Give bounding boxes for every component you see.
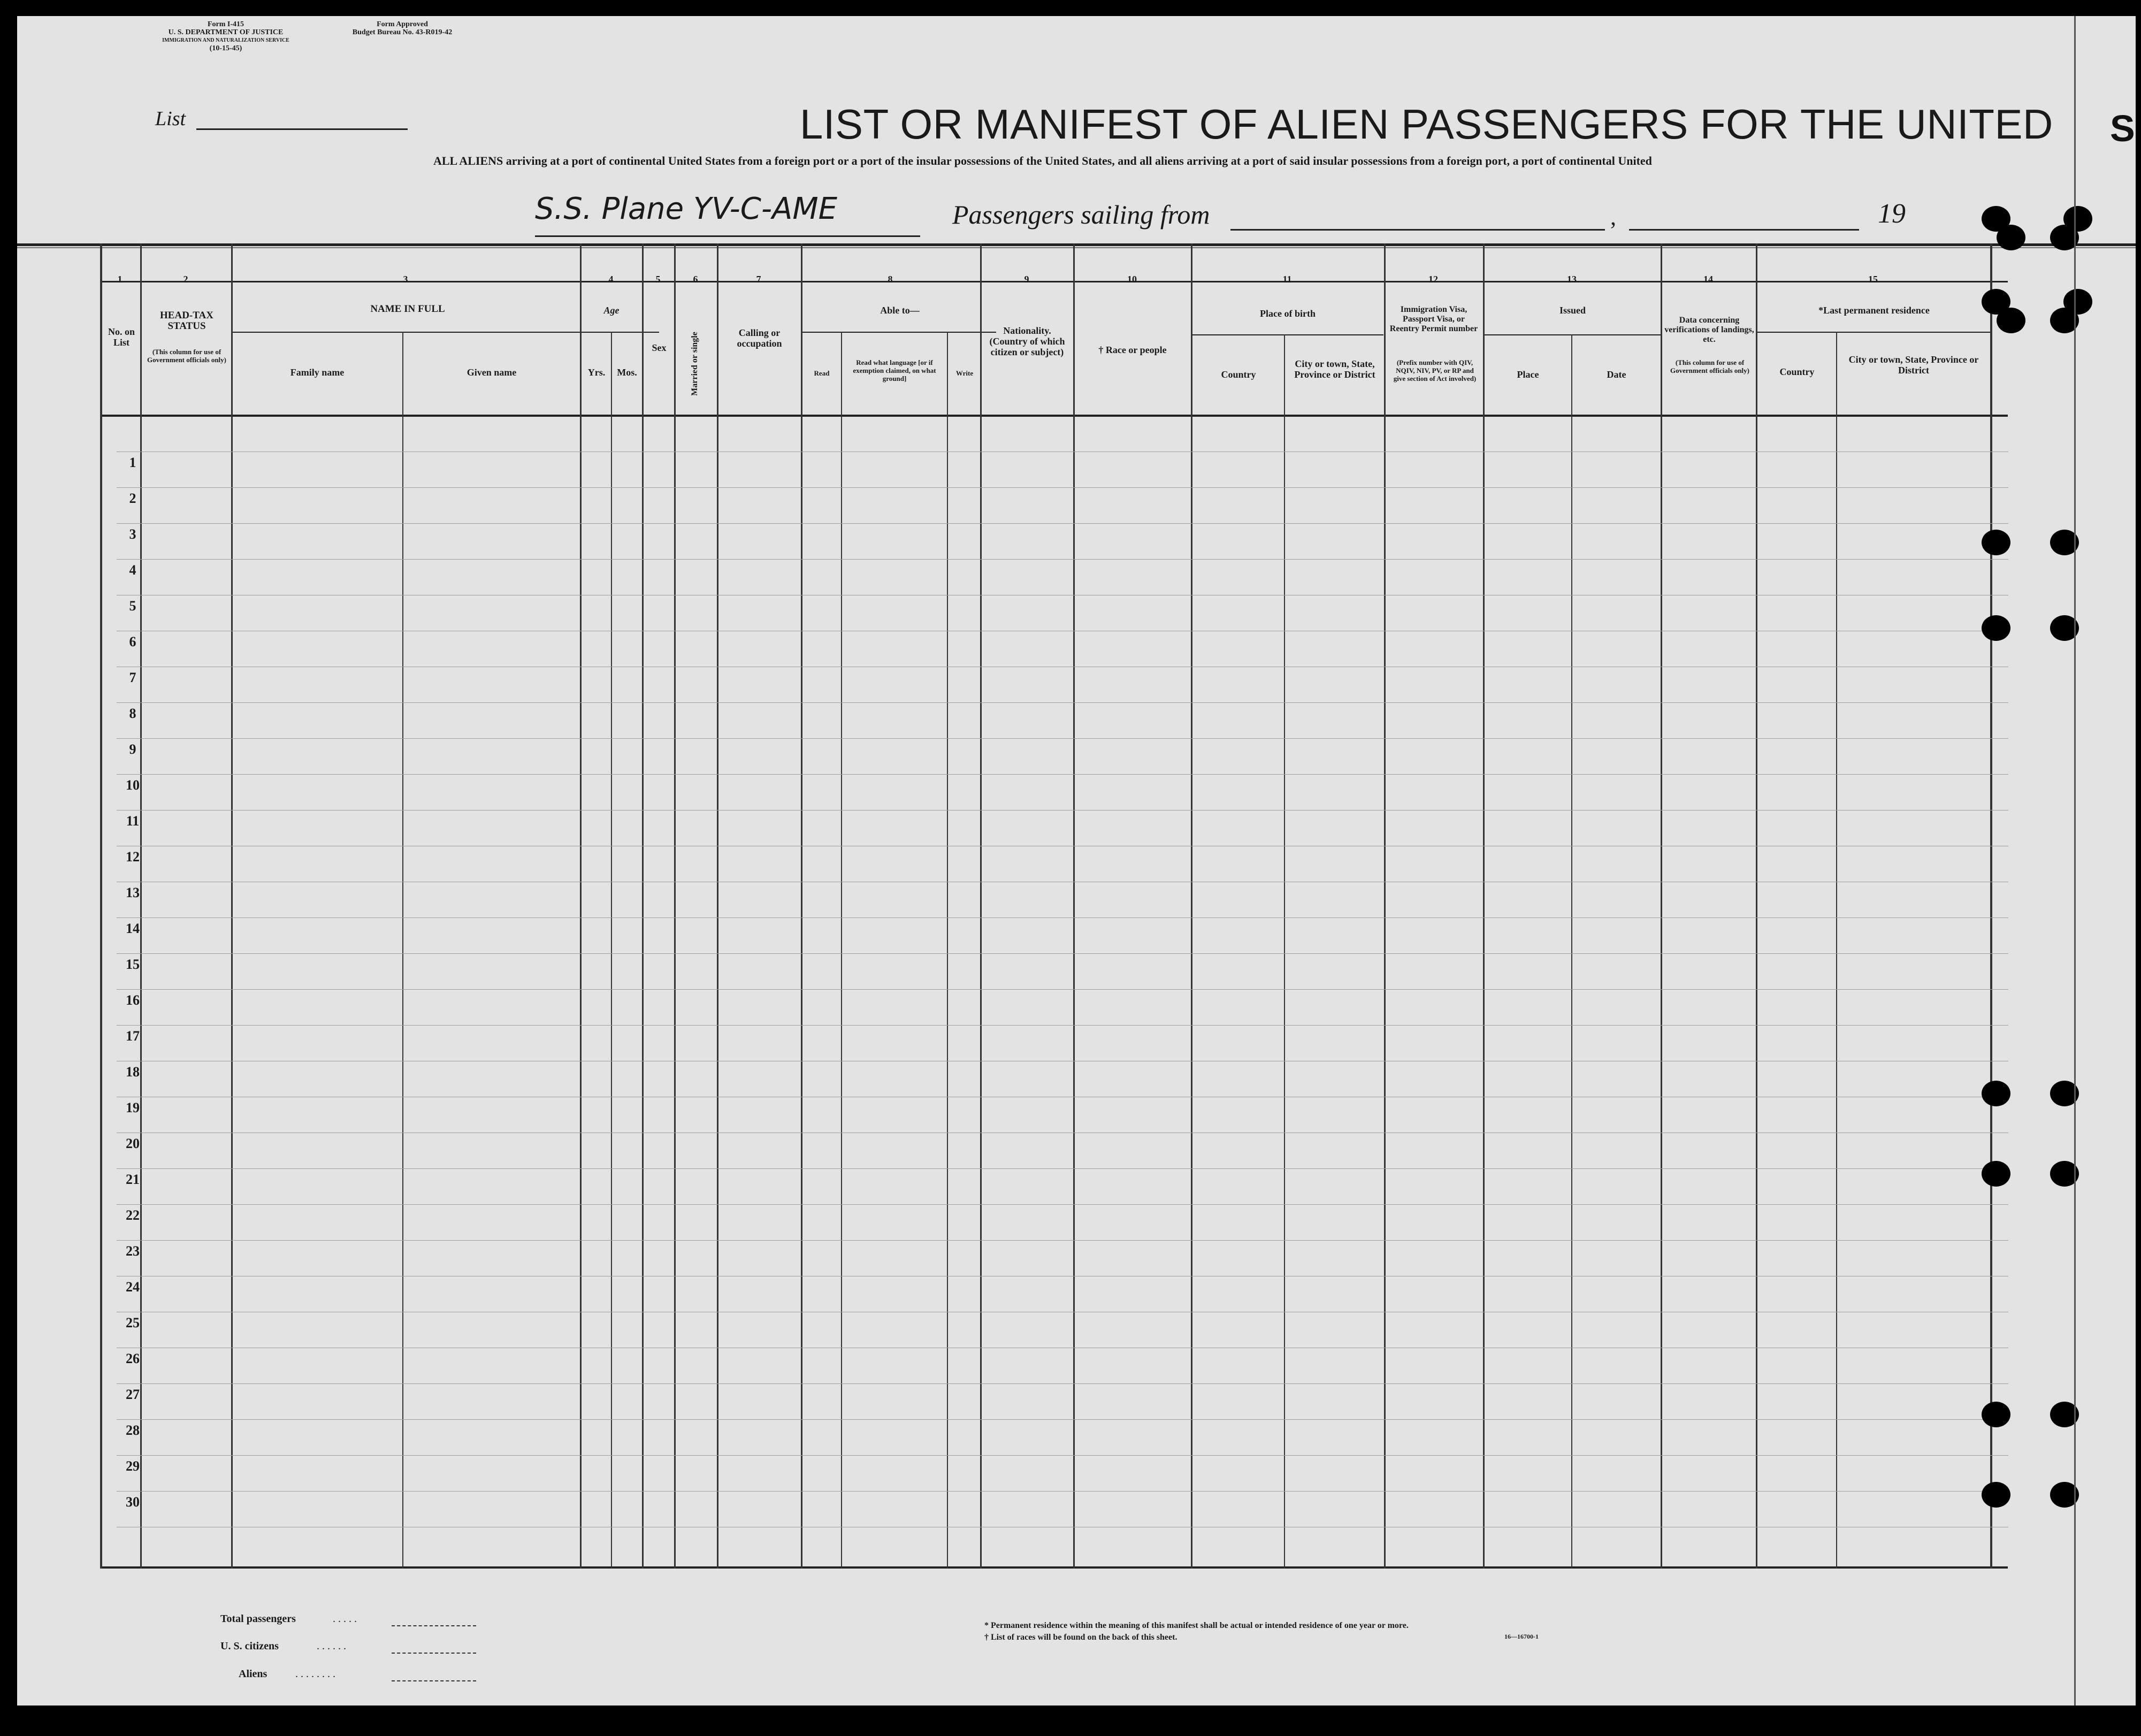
hdr-sex: Sex <box>652 342 667 353</box>
hdr-issued: Issued <box>1559 305 1586 316</box>
total-passengers-line <box>392 1625 476 1626</box>
hdr-read: Read <box>814 369 830 377</box>
service: IMMIGRATION AND NATURALIZATION SERVICE <box>162 37 289 43</box>
row-number: 10 <box>126 777 140 793</box>
row-line <box>117 953 2008 954</box>
form-id: Form I-415 <box>207 20 244 28</box>
hdr-calling: Calling or occupation <box>737 327 782 349</box>
row-line <box>117 1025 2008 1026</box>
colnum-3: 3 <box>403 274 408 285</box>
form-id-block <box>135 20 317 52</box>
row-number: 14 <box>126 921 140 936</box>
comma: , <box>1610 204 1616 230</box>
hdr-data-concerning: Data concerning verifications of landings, etc. <box>1664 316 1754 344</box>
row-line <box>117 774 2008 775</box>
row-number: 23 <box>126 1243 140 1259</box>
row-line <box>117 1168 2008 1169</box>
col-line <box>1191 243 1192 1569</box>
row-line <box>117 738 2008 739</box>
colnum-15: 15 <box>1868 274 1878 285</box>
colnum-9: 9 <box>1024 274 1029 285</box>
row-number: 13 <box>126 885 140 900</box>
hdr-able-to: Able to— <box>880 305 920 316</box>
hdr-race: † Race or people <box>1098 345 1167 355</box>
row-line <box>117 917 2008 918</box>
row-number: 4 <box>129 562 136 578</box>
binding-hole <box>1982 1482 2010 1508</box>
page-title: LIST OR MANIFEST OF ALIEN PASSENGERS FOR THE UNITED <box>800 101 2053 148</box>
row-number: 18 <box>126 1064 140 1080</box>
hdr-given-name: Given name <box>467 367 517 378</box>
birth-subrule <box>1191 334 1383 335</box>
colnum-5: 5 <box>655 274 661 285</box>
row-number: 24 <box>126 1279 140 1295</box>
binding-hole <box>1997 225 2025 250</box>
binding-hole <box>1982 1081 2010 1106</box>
col-line <box>1073 243 1075 1569</box>
aliens-label: Aliens <box>239 1668 267 1680</box>
table-bottom-rule <box>100 1566 2008 1569</box>
col-line <box>801 243 802 1569</box>
colnum-2: 2 <box>183 274 188 285</box>
row-number: 9 <box>129 741 136 757</box>
row-line <box>117 487 2008 488</box>
row-number: 6 <box>129 634 136 649</box>
colnum-6: 6 <box>693 274 698 285</box>
colnum-8: 8 <box>888 274 893 285</box>
hdr-married: Married or single <box>690 332 699 396</box>
department: U. S. DEPARTMENT OF JUSTICE <box>168 28 284 36</box>
binding-hole <box>1982 1161 2010 1187</box>
hdr-last-residence: *Last permanent residence <box>1818 305 1930 316</box>
row-line <box>117 559 2008 560</box>
row-number: 3 <box>129 526 136 542</box>
binding-hole <box>1982 530 2010 555</box>
vessel-underline <box>535 235 920 237</box>
col-line <box>1990 243 1992 1569</box>
us-citizens-label: U. S. citizens <box>220 1640 279 1652</box>
hdr-nationality: Nationality. (Country of which citizen or subject) <box>989 325 1065 357</box>
col-line <box>580 243 582 1569</box>
colnum-13: 13 <box>1567 274 1577 285</box>
hdr-visa: Immigration Visa, Passport Visa, or Reentry Permit number <box>1389 305 1478 333</box>
row-number: 2 <box>129 491 136 506</box>
footnote-residence: * Permanent residence within the meaning of this manifest shall be actual or intended residence of one year or more. <box>984 1621 1409 1630</box>
form-date: (10-15-45) <box>209 44 242 52</box>
col-line <box>1661 243 1662 1569</box>
row-line <box>117 989 2008 990</box>
hdr-issued-date: Date <box>1607 369 1626 380</box>
age-subrule <box>580 332 659 333</box>
able-subrule <box>801 332 996 333</box>
hdr-place-of-birth: Place of birth <box>1260 308 1316 319</box>
hdr-birth-city: City or town, State, Province or District <box>1294 358 1375 380</box>
sailing-date-line <box>1629 229 1859 231</box>
cut-off-character: S <box>2110 108 2135 149</box>
colnum-7: 7 <box>756 274 761 285</box>
col-line <box>980 243 982 1569</box>
col-line <box>140 243 142 1569</box>
manifest-sheet <box>17 16 2136 1706</box>
binding-hole <box>1997 308 2025 333</box>
row-number: 17 <box>126 1028 140 1044</box>
hdr-res-country: Country <box>1779 366 1815 377</box>
sailing-from-label: Passengers sailing from <box>952 200 1210 230</box>
row-line <box>117 1455 2008 1456</box>
hdr-age: Age <box>603 305 620 316</box>
row-number: 19 <box>126 1100 140 1115</box>
row-line <box>117 523 2008 524</box>
row-number: 25 <box>126 1315 140 1330</box>
binding-hole <box>1982 1402 2010 1427</box>
binding-hole <box>1982 615 2010 641</box>
hdr-write: Write <box>955 369 974 377</box>
row-line <box>117 702 2008 703</box>
row-line <box>117 1383 2008 1384</box>
row-number: 11 <box>126 813 140 829</box>
vessel-name-handwritten: S.S. Plane YV-C-AME <box>535 192 838 226</box>
leader-dots: . . . . . <box>333 1613 357 1625</box>
col-line <box>100 243 102 1569</box>
colnum-1: 1 <box>117 274 123 285</box>
hdr-head-tax: HEAD-TAX STATUS <box>160 310 213 332</box>
col-line <box>1384 243 1386 1569</box>
hdr-read-language: Read what language [or if exemption claimed, on what ground] <box>853 358 936 383</box>
row-number: 5 <box>129 598 136 614</box>
hdr-mos: Mos. <box>617 367 637 378</box>
hdr-data-note: (This column for use of Government officials only) <box>1670 358 1750 374</box>
budget-number: Budget Bureau No. 43-R019-42 <box>352 28 453 36</box>
row-number: 1 <box>129 455 136 470</box>
col-line <box>231 243 233 1569</box>
col-line <box>1756 243 1757 1569</box>
list-label: List <box>155 108 186 130</box>
row-number: 8 <box>129 706 136 721</box>
year-prefix: 19 <box>1878 198 1906 229</box>
row-number: 20 <box>126 1136 140 1151</box>
hdr-yrs: Yrs. <box>587 367 606 378</box>
hdr-no-on-list: No. on List <box>108 326 135 348</box>
colnum-4: 4 <box>608 274 614 285</box>
right-edge-rule <box>2074 16 2076 1706</box>
row-number: 21 <box>126 1172 140 1187</box>
row-number: 22 <box>126 1207 140 1223</box>
row-number: 16 <box>126 992 140 1008</box>
col-line <box>642 243 644 1569</box>
hdr-issued-place: Place <box>1517 369 1539 380</box>
top-rule <box>17 243 2136 246</box>
col-line <box>1483 243 1485 1569</box>
hdr-visa-note: (Prefix number with QIV, NQIV, NIV, PV, or RP and give section of Act involved) <box>1393 358 1477 383</box>
row-number: 29 <box>126 1458 140 1474</box>
aliens-line <box>392 1680 476 1681</box>
row-line <box>117 1419 2008 1420</box>
row-line <box>117 1240 2008 1241</box>
sailing-port-line <box>1230 229 1605 231</box>
colnum-10: 10 <box>1127 274 1137 285</box>
approval-block <box>333 20 472 36</box>
us-citizens-line <box>392 1653 476 1654</box>
row-line <box>117 1204 2008 1205</box>
hdr-res-city: City or town, State, Province or District <box>1848 354 1979 376</box>
hdr-head-tax-note: (This column for use of Government officials only) <box>147 348 227 364</box>
colnum-12: 12 <box>1428 274 1438 285</box>
footnote-races: † List of races will be found on the back of this sheet. <box>984 1633 1177 1642</box>
leader-dots: . . . . . . . . <box>295 1668 335 1680</box>
hdr-birth-country: Country <box>1221 369 1256 380</box>
total-passengers-label: Total passengers <box>220 1613 296 1625</box>
hdr-family-name: Family name <box>290 367 345 378</box>
leader-dots: . . . . . . <box>317 1640 346 1652</box>
row-number: 30 <box>126 1494 140 1510</box>
page-subtitle: ALL ALIENS arriving at a port of continental United States from a foreign port or a port of the insular possessions of the United States, and all aliens arriving at a port of said insular possessions from a foreign port, a port of continental United <box>433 154 1652 167</box>
row-line <box>117 1491 2008 1492</box>
colnum-14: 14 <box>1703 274 1713 285</box>
row-number: 26 <box>126 1351 140 1366</box>
row-number: 15 <box>126 957 140 972</box>
print-code: 16—16700-1 <box>1504 1633 1539 1640</box>
row-number: 28 <box>126 1423 140 1438</box>
list-number-line <box>196 128 408 130</box>
residence-subrule <box>1756 332 1990 333</box>
col-line <box>674 243 676 1569</box>
colnum-11: 11 <box>1282 274 1292 285</box>
hdr-name-in-full: NAME IN FULL <box>370 303 445 315</box>
row-number: 12 <box>126 849 140 865</box>
top-rule-thin <box>17 247 2136 248</box>
header-bottom-rule <box>100 415 2008 417</box>
row-number: 7 <box>129 670 136 685</box>
form-approved: Form Approved <box>377 20 428 28</box>
row-number: 27 <box>126 1387 140 1402</box>
col-line <box>717 243 718 1569</box>
